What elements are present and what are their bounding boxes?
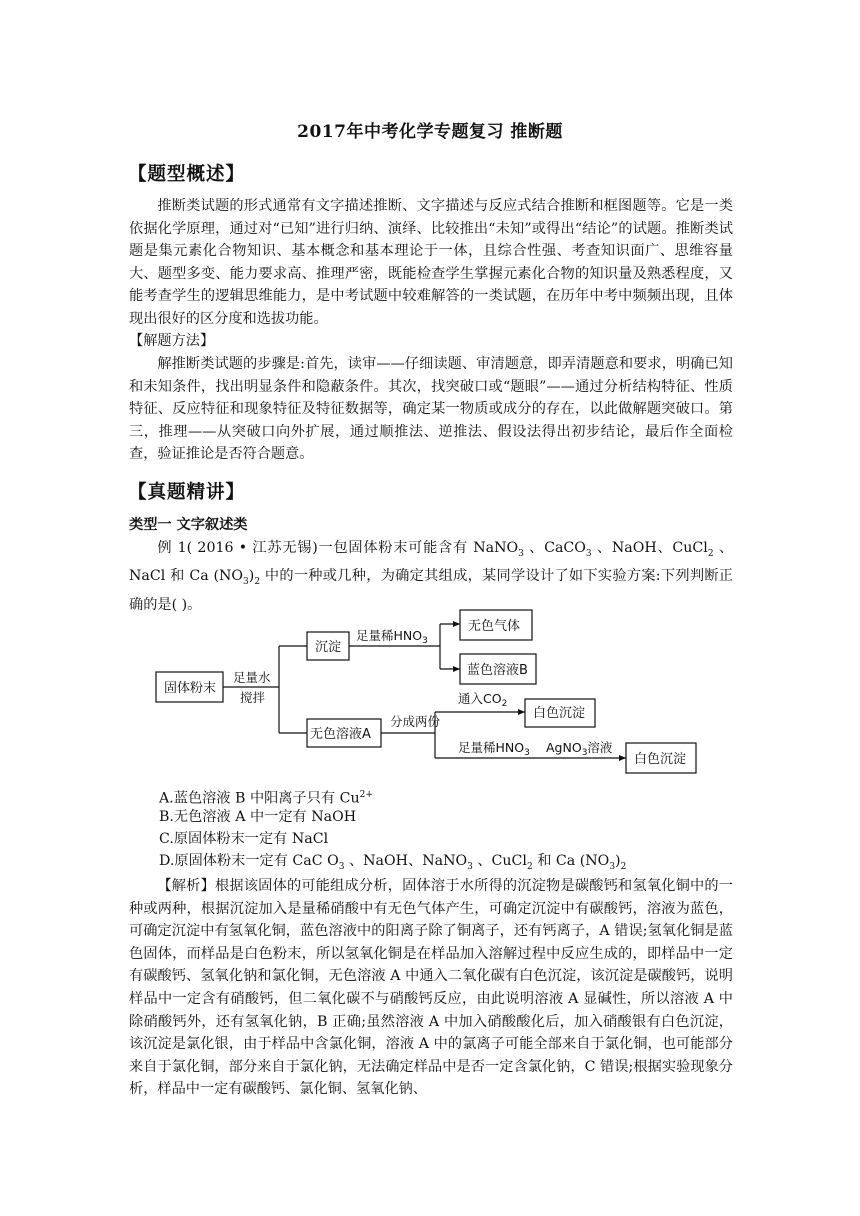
diagram-white-precip-2: 白色沉淀 bbox=[634, 752, 687, 767]
analysis-label: 【解析】 bbox=[157, 878, 215, 894]
diagram-white-precip-1: 白色沉淀 bbox=[533, 706, 586, 721]
option-d: D.原固体粉末一定有 CaC $O_3$ 、NaOH、NaNO$_3$ 、CuCl$_2$ 和 Ca $(NO_3)_2$ bbox=[159, 853, 627, 872]
option-b: B.无色溶液 A 中一定有 NaOH bbox=[159, 809, 357, 825]
option-d-text: D.原固体粉末一定有 CaC O bbox=[159, 853, 339, 869]
flow-diagram bbox=[150, 602, 700, 782]
diagram-solution-a: 无色溶液A bbox=[310, 727, 371, 742]
type-label: 类型一 文字叙述类 bbox=[129, 517, 248, 533]
diagram-label-stir: 搅拌 bbox=[240, 690, 266, 705]
diagram-label-hno3-bottom: 足量稀$HNO_3$ bbox=[458, 740, 530, 758]
overview-paragraph bbox=[129, 195, 733, 331]
option-c: C.原固体粉末一定有 NaCl bbox=[159, 831, 329, 847]
example-intro: 例 1( 2016 • 江苏无锡)一包固体粉末可能含有 NaNO bbox=[157, 540, 519, 556]
option-a: A.蓝色溶液 B 中阳离子只有 $Cu^{2+}$ bbox=[159, 790, 373, 807]
diagram-label-hno3-top: 足量稀$HNO_3$ bbox=[356, 628, 428, 646]
example-question-part: 中的一种或几种，为确定其组成，某同学设计了如下实验方案:下列判断正确的是( )。 bbox=[129, 568, 733, 613]
section-heading-real-questions: 【真题精讲】 bbox=[128, 482, 246, 503]
method-paragraph bbox=[129, 353, 733, 466]
diagram-label-co2: 通入$CO_2$ bbox=[458, 691, 508, 709]
analysis-body: 根据该固体的可能组成分析，固体溶于水所得的沉淀物是碳酸钙和氢氧化铜中的一种或两种，根据沉淀加入是量稀硝酸中有无色气体产生，可确定沉淀中有碳酸钙，溶液为蓝色，可确定沉淀中有氢氧化铜，蓝色溶液中的阳离子除了铜离子，还有钙离子，A 错误;氢氧化铜是蓝色固体，而样品是白色粉末，所以氢氧化铜是在样品加入溶解过程中反应生成的，即样品中一定有碳酸钙、氢氧化钠和氯化铜，无色溶液 A 中通入二氧化碳有白色沉淀，该沉淀是碳酸钙，说明样品中一定含有硝酸钙，但二氧化碳不与硝酸钙反应，由此说明溶液 A 显碱性，所以溶液 A 中除硝酸钙外，还有氢氧化钠，B 正确;虽然溶液 A 中加入硝酸酸化后，加入硝酸银有白色沉淀，该沉淀是氯化银，由于样品中含氯化铜，溶液 A 中的氯离子可能全部来自于氯化铜，也可能部分来自于氯化铜，部分来自于氯化钠，无法确定样品中是否一定含氯化钠，C 错误;根据实验现象分析，样品中一定有碳酸钙、氯化铜、氢氧化钠、 bbox=[129, 878, 733, 1098]
method-heading: 【解题方法】 bbox=[129, 333, 215, 349]
analysis-text bbox=[129, 875, 733, 1101]
document-title: 2017年中考化学专题复习 推断题 bbox=[297, 122, 563, 142]
diagram-solid-powder: 固体粉末 bbox=[164, 681, 217, 696]
diagram-label-water: 足量水 bbox=[233, 670, 271, 685]
diagram-blue-solution: 蓝色溶液B bbox=[467, 663, 528, 678]
diagram-label-split: 分成两份 bbox=[390, 714, 441, 729]
diagram-label-agno3: AgNO$_3$溶液 bbox=[546, 740, 613, 758]
diagram-colorless-gas: 无色气体 bbox=[468, 619, 521, 634]
option-a-text: A.蓝色溶液 B 中阳离子只有 Cu bbox=[159, 790, 360, 807]
overview-text: 推断类试题的形式通常有文字描述推断、文字描述与反应式结合推断和框图题等。它是一类依据化学原理，通过对“已知”进行归纳、演绎、比较推出“未知”或得出“结论”的试题。推断类试题是集元素化合物知识、基本概念和基本理论于一体，且综合性强、考查知识面广、思维容量大、题型多变、能力要求高、推理严密，既能检查学生掌握元素化合物的知识量及熟悉程度，又能考查学生的逻辑思维能力，是中考试题中较难解答的一类试题，在历年中考中频频出现，且体现出很好的区分度和选拔功能。 bbox=[129, 198, 733, 327]
method-text: 解推断类试题的步骤是:首先，读审——仔细读题、审清题意，即弄清题意和要求，明确已知和未知条件，找出明显条件和隐蔽条件。其次，找突破口或“题眼”——通过分析结构特征、性质特征、反应特征和现象特征及特征数据等，确定某一物质或成分的存在，以此做解题突破口。第三，推理——从突破口向外扩展，通过顺推法、逆推法、假设法得出初步结论，最后作全面检查，验证推论是否符合题意。 bbox=[129, 356, 733, 463]
example-text: 例 1( 2016 • 江苏无锡)一包固体粉末可能含有 NaNO$_3$ 、CaCO$_3$ 、NaOH、CuCl$_2$ 、NaCl 和 Ca $(NO_3)_2$ 中的一种或几种，为确定其组成，某同学设计了如下实验方案:下列判断正确的是( )。 bbox=[129, 540, 734, 613]
section-heading-overview: 【题型概述】 bbox=[128, 164, 246, 185]
diagram-precipitate: 沉淀 bbox=[315, 640, 342, 655]
analysis-paragraph bbox=[129, 875, 733, 1101]
